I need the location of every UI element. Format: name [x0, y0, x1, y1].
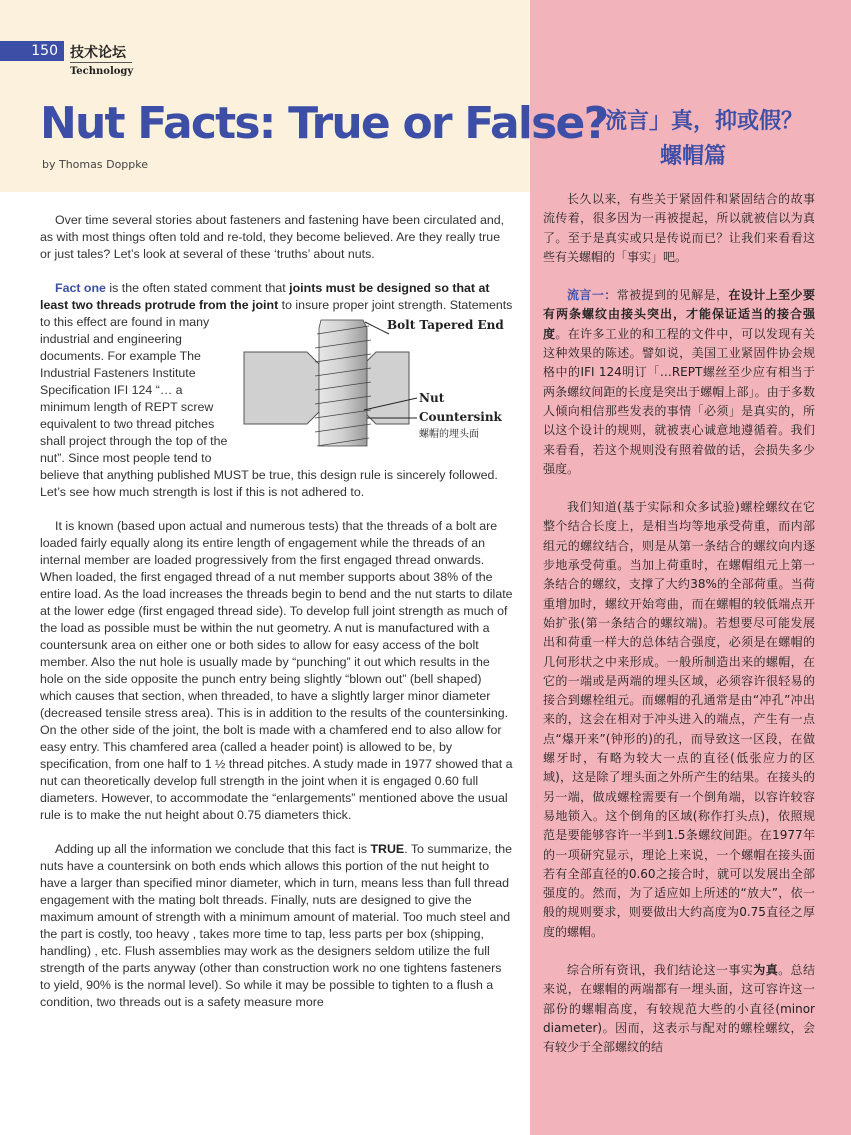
- chinese-paragraph-3: 我们知道(基于实际和众多试验)螺栓螺纹在它整个结合长度上，是相当均等地承受荷重，而内部组元的螺纹结合，则是从第一条结合的螺纹向内逐步地承受荷重。当加上荷重时，在螺帽组元上第一条结合的螺纹，支撑了大约38%的全部荷重。当荷重增加时，螺纹开始弯曲，而在螺帽的较低端点开始扩张(第一条结合的螺纹端)。若想要尽可能发展出和荷重一样大的总体结合强度，必须是在螺帽的几何形状之中来形成。一般所制造出来的螺帽，在它的一端或是两端的埋头区域，必须容许很轻易的接合到螺栓组元。而螺帽的孔通常是由“冲孔”冲出来的，这会在相对于冲头进入的端点，产生有一点点“爆开来”(钟形的)的孔，而导致这一区段，在做螺牙时，有略为较大一点的直径(低张应力的区域)，这是除了埋头面之外所产生的结果。在接头的另一端，做成螺栓需要有一个倒角端，以容许较容易地锁入。这个倒角的区域(称作打头点)，依照规范是要能够容许一半到1.5条螺纹间距。在1977年的一项研究显示，理论上来说，一个螺帽在接头面若有全部直径的0.60之接合时，就可以发展出全部强度的。然而，为了适应如上所述的“放大”，依一般的规则要求，则要做出大约高度为0.75直径之厚度的螺帽。: [543, 500, 815, 939]
- english-paragraph-3: It is known (based upon actual and numerous tests) that the threads of a bolt are loaded fairly equally along its entire length of engagement while the threads of an internal member are loaded progressively from the first engaged thread onwards. When loaded, the first engaged thread of a nut member supports about 38% of the entire load. As the load increases the threads begin to bend and the nut starts to dilate at the lower edge (first engaged thread side). To develop full joint strength as much of the load as possible must be within the nut geometry. A nut is manufactured with a countersunk area on either one or both sides to allow for easy access of the bolt member. Also the nut hole is usually made by “punching” it out which results in the hole on the side opposite the punch entry being slightly “blown out” (bell shaped) which causes that section, when threaded, to have a slightly larger minor diameter (decreased tensile stress area). This is in addition to the results of the countersinking. On the other side of the joint, the bolt is made with a chamfered end to also allow for easy entry. This chamfered area (called a header point) is allowed to be, by specification, from one half to 1 ½ thread pitches. A study made in 1977 showed that a nut can theoretically develop full strength in the joint when it is engaged 0.60 full diameters. However, to accommodate the “enlargements” mentioned above the usual rule is to make the nut height about 0.75 diameters thick.: [40, 519, 513, 822]
- article-title-cn: [548, 104, 838, 174]
- page-number: 150: [0, 41, 64, 61]
- rumor-one-label: 流言一：: [567, 288, 617, 303]
- chinese-paragraph-2: 流言一：常被提到的见解是，在设计上至少要有两条螺纹由接头突出，才能保证适当的接合强度。在许多工业的和工程的文件中，可以发现有关这种效果的陈述。譬如说，美国工业紧固件协会规格中的IFI 124明订「…REPT螺丝至少应有相当于两条螺纹间距的长度是突出于螺帽上部」。由于多数人倾向相信那些发表的事情「必须」是真实的，所以这个设计的规则，就被衷心诚意地遵循着。我们来看看，若这个规则没有照着做的话，会损失多少强度。: [543, 288, 815, 476]
- english-paragraph-1: Over time several stories about fasteners and fastening have been circulated and, as with most things often told and re-told, they become believed. Are they really true or just tales? Let’s look at several of these ‘truths’ about nuts.: [40, 213, 505, 261]
- figure-label-bolt-en: Bolt Tapered End: [387, 318, 504, 332]
- figure-label-countersink-cn: 螺帽的埋头面: [419, 429, 479, 440]
- section-title-cn: 技术论坛: [70, 45, 126, 61]
- english-column: [40, 212, 514, 1011]
- article-title-cn-line1: 「流言」真，抑或假？: [582, 109, 803, 134]
- figure-label-countersink: Countersink: [419, 410, 502, 424]
- chinese-column: [543, 190, 815, 1057]
- article-title-en: Nut Facts: True or False?: [40, 98, 608, 149]
- figure-label-nut: Nut: [419, 391, 445, 405]
- article-title-cn-line2: 螺帽篇: [659, 144, 726, 169]
- section-title-en: Technology: [70, 66, 134, 77]
- bolt-nut-figure: [239, 314, 514, 462]
- chinese-paragraph-4: 综合所有资讯，我们结论这一事实为真。总结来说，在螺帽的两端都有一埋头面，这可容许这一部份的螺帽高度，有较规范大些的小直径(minor diameter)。因而，这表示与配对的螺栓螺纹，会有较少于全部螺纹的结: [543, 962, 815, 1055]
- fact-one-claim: joints must be designed so that at least two threads protrude from the joint: [40, 281, 490, 312]
- english-paragraph-4: Adding up all the information we conclude that this fact is TRUE. To summarize, the nuts have a countersink on both ends which allows this portion of the nut height to have a larger than specified minor diameter, which in turn, means less than full thread engagement with the mating bolt threads. Finally, nuts are designed to give the maximum amount of strength with a minimum amount of material. Too much steel and the part is costly, too heavy , takes more time to tap, less parts per box (shipping, handling) , etc. Flush assemblies may work as the designers seldom utilize the full strength of the parts anyway (other than construction work no one tightens fasteners to yield, 90% is the normal level). So while it may be possible to tighten to a flush a condition, two threads out is a safety measure more: [40, 842, 513, 1009]
- section-divider: [70, 62, 132, 63]
- verdict-true: TRUE: [370, 842, 405, 856]
- chinese-paragraph-1: 长久以来，有些关于紧固件和紧固结合的故事流传着，很多因为一再被提起，所以就被信以为真了。至于是真实或只是传说而已？让我们来看看这些有关螺帽的「事实」吧。: [543, 192, 815, 264]
- byline: by Thomas Doppke: [42, 158, 149, 171]
- verdict-true-cn: 为真: [753, 962, 779, 977]
- fact-one-label: Fact one: [55, 281, 106, 295]
- rumor-one-claim: 在设计上至少要有两条螺纹由接头突出，才能保证适当的接合强度: [543, 288, 815, 341]
- english-paragraph-2: Fact one is the often stated comment that joints must be designed so that at least two threads protrude from the joint Bolt Tapered End Nut Countersink 螺帽的埋头面 to insure proper joint strength. Statements to this effect are found in many industrial and engineering documents. For example The Industrial Fasteners Institute Specification IFI 124 “… a minimum length of REPT screw equivalent to two thread pitches shall project through the top of the nut”. Since most people tend to believe that anything published MUST be true, this design rule is sincerely followed. Let’s see how much strength is lost if this is not adhered to.: [40, 281, 513, 499]
